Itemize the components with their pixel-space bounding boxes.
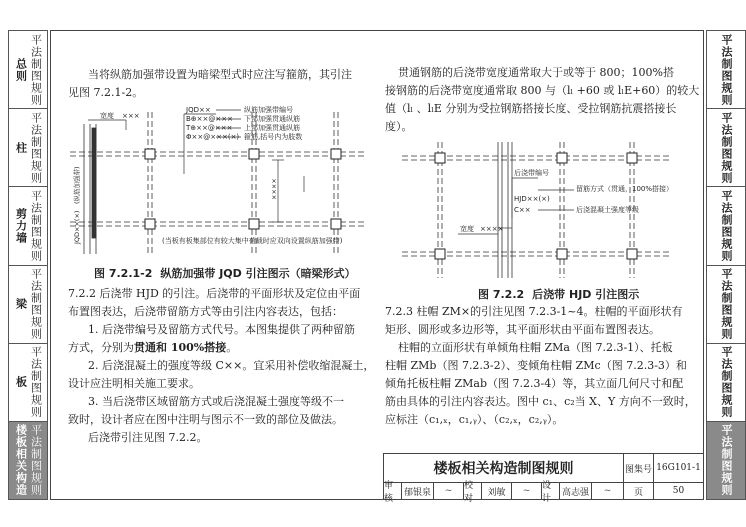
designer-signature: ~ — [592, 483, 624, 499]
tab-sub: 平法制图规则 — [29, 346, 43, 419]
q1-line-2: 矩形、圆形或多边形等，其平面形状由平面布置图表达。 — [385, 323, 660, 336]
p1-line-1: 7.2.2 后浇带 HJD 的引注。后浇带的平面形状及定位由平面 — [68, 287, 361, 300]
p5: 后浇带引注见图 7.2.2。 — [88, 431, 208, 444]
right-tab[interactable] — [706, 30, 746, 108]
q2-line-3: 倾角托板柱帽 ZMab（图 7.2.3-4）等，其立面几何尺寸和配 — [385, 377, 684, 390]
checker-signature: ~ — [512, 483, 542, 499]
column-square — [249, 149, 259, 159]
checker-name: 刘敏 — [482, 483, 512, 499]
p2-line-2-c: 。 — [226, 341, 238, 354]
tab-sub: 平法制图规则 — [720, 346, 733, 419]
designer-name: 高志强 — [560, 483, 592, 499]
fig1-note-2: 下部加强贯通纵筋 — [244, 115, 300, 123]
right-tab[interactable] — [706, 186, 746, 264]
column-square — [331, 219, 341, 229]
tab-label: 柱 — [14, 141, 28, 154]
review-label: 审核 — [384, 483, 402, 499]
tab-label: 剪力墙 — [14, 207, 28, 244]
fig1-hoop: Φ××@×××(×) — [186, 133, 240, 141]
reviewer-name: 郁银泉 — [402, 483, 434, 499]
fig2-method: 留筋方式（贯通，100%搭接） — [576, 185, 674, 193]
figure-1-caption — [94, 265, 356, 281]
q2-line-2: 柱帽 ZMb（图 7.2.3-2）、变倾角柱帽 ZMc（图 7.2.3-3）和 — [385, 359, 687, 372]
tab-sub: 平法制图规则 — [720, 33, 733, 106]
design-label: 设计 — [542, 483, 560, 499]
figure-2-caption — [478, 286, 639, 302]
tab-label: 楼板相关构造 — [14, 424, 28, 497]
q1-line-1: 7.2.3 柱帽 ZM×的引注见图 7.2.3-1~4。柱帽的平面形状有 — [385, 305, 683, 318]
left-tab-column[interactable] — [8, 108, 48, 186]
tab-sub: 平法制图规则 — [720, 268, 733, 341]
fig1-top: T⊕××@××× — [186, 124, 233, 132]
column-square — [627, 153, 637, 163]
right-chapter-tabs — [706, 30, 746, 500]
p4-line-1: 3. 当后浇带区域留筋方式或后浇混凝土强度等级不一 — [88, 395, 344, 408]
p4-line-2: 致时，设计者应在图中注明与图示不一致的部位及做法。 — [68, 413, 343, 426]
right-tab[interactable] — [706, 108, 746, 186]
tab-sub: 平法制图规则 — [720, 424, 733, 497]
atlas-label: 图集号 — [624, 454, 654, 483]
figure-2-title: 后浇带 HJD 引注图示 — [532, 288, 640, 301]
check-label: 校对 — [464, 483, 482, 499]
column-square — [435, 153, 445, 163]
column-square — [557, 153, 567, 163]
fig2-c: C×× — [514, 206, 531, 214]
page-number: 50 — [672, 486, 685, 496]
p3-line-2: 设计应注明相关施工要求。 — [68, 377, 200, 390]
column-square — [627, 249, 637, 259]
tab-label: 总则 — [14, 57, 28, 82]
page-label: 页 — [624, 483, 654, 499]
r-line-2: 接钢筋的后浇带宽度通常取 800 与（lₗ +60 或 lₗE+60）的较大 — [385, 84, 700, 97]
tab-sub: 平法制图规则 — [29, 111, 43, 184]
left-tab-slab-related[interactable] — [8, 421, 48, 500]
column-square — [331, 149, 341, 159]
tab-sub: 平法制图规则 — [29, 189, 43, 262]
column-square — [435, 249, 445, 259]
left-chapter-tabs — [8, 30, 48, 500]
p1-line-2: 布置图表达，后浇带留筋方式等由引注内容表达，包括： — [68, 305, 343, 318]
column-square — [249, 219, 259, 229]
p2-line-2-a: 方式，分别为 — [68, 341, 134, 354]
left-tab-slab[interactable] — [8, 343, 48, 421]
figure-1-number: 图 7.2.1-2 — [94, 267, 153, 280]
figure-1-title: 纵筋加强带 JQD 引注图示（暗梁形式） — [160, 267, 356, 280]
tab-sub: 平法制图规则 — [720, 111, 733, 184]
p2-line-2-b: 贯通和 100%搭接 — [134, 341, 227, 354]
fig2-strength: 后浇混凝土强度等级 — [576, 206, 639, 214]
p3-line-1: 2. 后浇混凝土的强度等级 C××。宜采用补偿收缩混凝土， — [88, 359, 375, 372]
fig1-width-label: 宽度 — [100, 112, 114, 120]
figure-hjd-diagram — [398, 138, 673, 282]
column-square — [145, 219, 155, 229]
r-line-3: 值（lₗ 、lₗE 分别为受拉钢筋搭接长度、受拉钢筋抗震搭接长 — [385, 102, 677, 115]
intro-line-2: 见图 7.2.1-2。 — [68, 86, 144, 99]
fig1-width-val: ××× — [122, 112, 140, 120]
fig1-jqd: JQD×× — [186, 106, 211, 114]
title-block — [383, 453, 704, 504]
r-line-4: 度）。 — [385, 120, 413, 133]
tab-label: 板 — [14, 376, 28, 389]
fig2-width-val: ×××× — [480, 225, 504, 233]
fig2-name: 后浇带编号 — [514, 169, 549, 177]
p2-line-1: 1. 后浇带编号及留筋方式代号。本图集提供了两种留筋 — [88, 323, 355, 336]
fig1-vert-label-2: JQD××(×) — [73, 210, 81, 244]
tab-sub: 平法制图规则 — [29, 268, 43, 341]
column-square — [145, 149, 155, 159]
intro-line-1: 当将纵筋加强带设置为暗梁型式时应注写箍筋，其引注 — [88, 68, 352, 81]
drawing-title: 楼板相关构造制图规则 — [384, 454, 624, 483]
hjd-svg — [398, 138, 673, 282]
fig1-note-1: 纵筋加强带编号 — [244, 106, 293, 114]
left-tab-general[interactable] — [8, 30, 48, 108]
signature-row — [384, 481, 703, 504]
fig1-bottom-note: (当板有板集部位有较大集中荷载时应双向设置纵筋加强带) — [162, 237, 343, 245]
fig1-vert-label: (纵筋加强带) — [73, 166, 81, 204]
right-tab[interactable] — [706, 343, 746, 421]
reviewer-signature: ~ — [434, 483, 464, 499]
fig1-note-4: 箍筋,括号内为肢数 — [244, 133, 303, 141]
left-tab-beam[interactable] — [8, 265, 48, 343]
tab-label: 梁 — [14, 298, 28, 311]
fig1-dim-label: ×××× — [270, 178, 278, 200]
tab-sub: 平法制图规则 — [29, 424, 43, 497]
right-tab-active[interactable] — [706, 421, 746, 500]
figure-jqd-diagram — [66, 104, 370, 262]
q2-line-1: 柱帽的立面形状有单倾角柱帽 ZMa（图 7.2.3-1）、托板 — [398, 341, 673, 354]
band-fill — [92, 128, 96, 238]
p2-line-2 — [68, 339, 237, 357]
q2-line-5: 应标注（c₁,ₓ，c₁,ᵧ）、（c₂,ₓ，c₂,ᵧ）。 — [385, 413, 564, 426]
left-tab-shear-wall[interactable] — [8, 186, 48, 264]
fig2-width: 宽度 — [460, 225, 474, 233]
atlas-number: 16G101-1 — [654, 454, 703, 483]
fig1-stirrup: B⊕××@××× — [186, 115, 233, 123]
column-square — [557, 249, 567, 259]
tab-sub: 平法制图规则 — [29, 33, 43, 106]
jqd-svg — [66, 104, 370, 262]
fig1-note-3: 上部加强贯通纵筋 — [244, 124, 300, 132]
fig2-hjd: HJD××(×) — [514, 195, 550, 203]
right-tab[interactable] — [706, 265, 746, 343]
figure-2-number: 图 7.2.2 — [478, 288, 525, 301]
q2-line-4: 筋由具体的引注内容表达。图中 c₁、c₂当 X、Y 方向不一致时， — [385, 395, 696, 408]
r-line-1: 贯通钢筋的后浇带宽度通常取大于或等于 800；100%搭 — [398, 66, 674, 79]
tab-sub: 平法制图规则 — [720, 189, 733, 262]
